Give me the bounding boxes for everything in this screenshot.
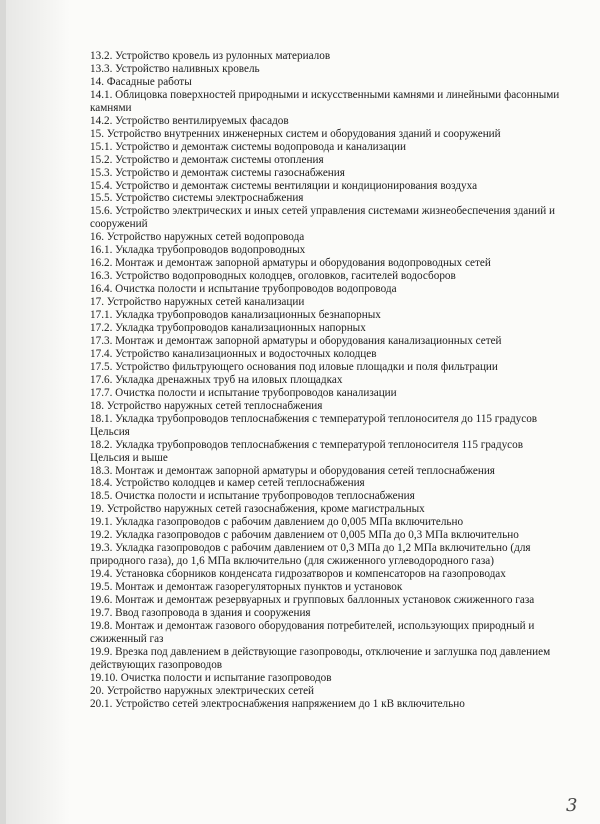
list-item: 19.3. Укладка газопроводов с рабочим давлением от 0,3 МПа до 1,2 МПа включительно (для природного газа), до 1,6 МПа включительно (для сжиженного углеводородного газа)	[90, 542, 531, 568]
list-item: 17.3. Монтаж и демонтаж запорной арматуры и оборудования канализационных сетей	[90, 334, 502, 347]
list-item: 14.2. Устройство вентилируемых фасадов	[90, 114, 289, 127]
section-heading: 14. Фасадные работы	[90, 75, 192, 88]
list-item: 19.5. Монтаж и демонтаж газорегуляторных пунктов и установок	[90, 581, 403, 594]
list-item: 18.5. Очистка полости и испытание трубопроводов теплоснабжения	[90, 490, 415, 503]
list-item: 16.3. Устройство водопроводных колодцев, оголовков, гасителей водосборов	[90, 270, 456, 283]
section-heading: 16. Устройство наружных сетей водопровода	[90, 231, 305, 244]
list-item: 15.4. Устройство и демонтаж системы вентиляции и кондиционирования воздуха	[90, 179, 478, 192]
list-item: 18.3. Монтаж и демонтаж запорной арматуры и оборудования сетей теплоснабжения	[90, 464, 495, 477]
list-item: 14.1. Облицовка поверхностей природными и искусственными камнями и линейными фасонными камнями	[90, 88, 560, 114]
list-item: 15.6. Устройство электрических и иных сетей управления системами жизнеобеспечения зданий и сооружений	[90, 205, 556, 231]
list-item: 20.1. Устройство сетей электроснабжения напряжением до 1 кВ включительно	[90, 697, 465, 710]
list-item: 17.6. Укладка дренажных труб на иловых площадках	[90, 373, 343, 386]
list-item: 19.8. Монтаж и демонтаж газового оборудования потребителей, использующих природный и сжиженный газ	[90, 619, 535, 645]
list-item: 16.4. Очистка полости и испытание трубопроводов водопровода	[90, 283, 397, 296]
list-item: 15.1. Устройство и демонтаж системы водопровода и канализации	[90, 140, 407, 153]
page-fold-shadow	[0, 0, 70, 824]
list-item: 17.4. Устройство канализационных и водосточных колодцев	[90, 347, 377, 360]
list-item: 17.2. Укладка трубопроводов канализационных напорных	[90, 322, 366, 335]
list-item: 13.2. Устройство кровель из рулонных материалов	[90, 50, 331, 62]
section-heading: 15. Устройство внутренних инженерных систем и оборудования зданий и сооружений	[90, 127, 501, 140]
page-number: 3	[566, 795, 578, 816]
page-left-edge	[0, 0, 6, 824]
list-item: 19.2. Укладка газопроводов с рабочим давлением от 0,005 МПа до 0,3 МПа включительно	[90, 529, 519, 542]
list-item: 19.7. Ввод газопровода в здания и сооружения	[90, 606, 311, 619]
list-item: 13.3. Устройство наливных кровель	[90, 62, 260, 75]
list-item: 15.3. Устройство и демонтаж системы газоснабжения	[90, 166, 345, 179]
list-item: 16.2. Монтаж и демонтаж запорной арматуры и оборудования водопроводных сетей	[90, 257, 491, 270]
section-heading: 18. Устройство наружных сетей теплоснабжения	[90, 399, 323, 412]
list-item: 19.1. Укладка газопроводов с рабочим давлением до 0,005 МПа включительно	[90, 516, 464, 529]
list-item: 17.7. Очистка полости и испытание трубопроводов канализации	[90, 386, 397, 399]
document-body	[90, 50, 560, 711]
list-item: 19.4. Установка сборников конденсата гидрозатворов и компенсаторов на газопроводах	[90, 568, 506, 581]
list-item: 17.5. Устройство фильтрующего основания под иловые площадки и поля фильтрации	[90, 360, 498, 373]
list-item: 18.2. Укладка трубопроводов теплоснабжения с температурой теплоносителя 115 градусов Цельсия и выше	[90, 438, 523, 464]
list-item: 19.6. Монтаж и демонтаж резервуарных и групповых баллонных установок сжиженного газа	[90, 594, 535, 607]
section-heading: 20. Устройство наружных электрических сетей	[90, 684, 315, 697]
list-item: 16.1. Укладка трубопроводов водопроводных	[90, 244, 306, 257]
section-heading: 19. Устройство наружных сетей газоснабжения, кроме магистральных	[90, 503, 425, 516]
list-item: 15.5. Устройство системы электроснабжения	[90, 192, 304, 205]
list-item: 19.10. Очистка полости и испытание газопроводов	[90, 671, 332, 684]
section-heading: 17. Устройство наружных сетей канализации	[90, 296, 305, 309]
list-item: 18.1. Укладка трубопроводов теплоснабжения с температурой теплоносителя до 115 градусов Цельсия	[90, 412, 538, 438]
list-item: 18.4. Устройство колодцев и камер сетей теплоснабжения	[90, 477, 365, 490]
list-item: 15.2. Устройство и демонтаж системы отопления	[90, 153, 324, 166]
list-item: 19.9. Врезка под давлением в действующие газопроводы, отключение и заглушка под давлением действующих газопроводов	[90, 645, 551, 671]
list-item: 17.1. Укладка трубопроводов канализационных безнапорных	[90, 309, 381, 322]
